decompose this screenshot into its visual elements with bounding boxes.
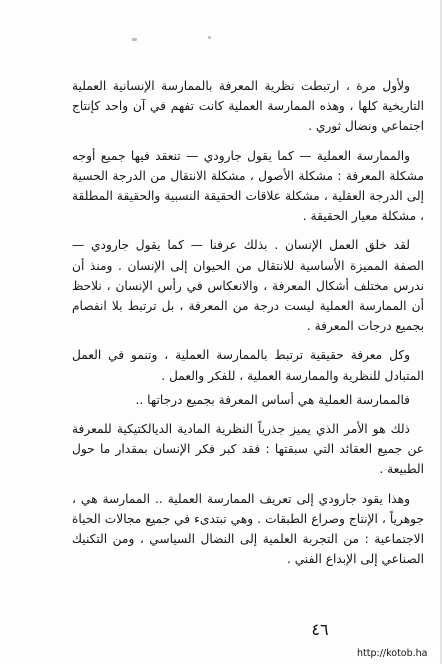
paragraph: ذلك هو الأمر الذي يميز جذرياً النظرية المادية الديالكتيكية للمعرفة عن جميع العقائد التي سبقتها : فقد كبر فكر الإنسان بمقدار ما حول الطبيعة .	[72, 422, 424, 477]
paragraph: وكل معرفة حقيقية ترتبط بالممارسة العملية ، وتنمو في العمل المتبادل للنظرية والممارسة العملية ، للفكر والعمل .	[72, 348, 424, 383]
paragraph: فالممارسة العملية هي أساس المعرفة بجميع درجاتها ..	[135, 392, 410, 407]
source-url-watermark: http://kotob.ha	[354, 646, 442, 662]
page-number: ٤٦	[311, 620, 329, 639]
paragraph: وهذا يقود جارودي إلى تعريف الممارسة العملية .. الممارسة هي ، جوهرياً ، الإنتاج وصراع الطبقات . وهي تبتدىء في جميع مجالات الحياة الاجتماعية : من التجربة العلمية إلى النضال السياسي ، ومن التكنيك الصناعي إلى الإبداع الفني .	[72, 491, 424, 567]
body-text	[72, 76, 424, 578]
paragraph: ولأول مرة ، ارتبطت نظرية المعرفة بالممارسة الإنسانية العملية التاريخية كلها ، وهذه الممارسة العملية كانت تفهم في آن واحد كإنتاج اجتماعي ونضال ثوري .	[72, 79, 424, 134]
paragraph: والممارسة العملية — كما يقول جارودي — تنعقد فيها جميع أوجه مشكلة المعرفة : مشكلة الأصول ، مشكلة الانتقال من الدرجة الحسية إلى الدرجة العقلية ، مشكلة علاقات الحقيقة النسبية والحقيقة المطلقة ، مشكلة معيار الحقيقة .	[72, 148, 424, 224]
paragraph: لقد خلق العمل الإنسان . بذلك عرفنا — كما يقول جارودي — الصفة المميزة الأساسية للانتقال من الحيوان إلى الإنسان . ومنذ أن ندرس مختلف أشكال المعرفة ، والانعكاس في رأس الإنسان ، نلاحظ أن الممارسة العملية ليست درجة من المعرفة ، بل ترتبط بلا انفصام بجميع درجات المعرفة .	[72, 238, 424, 334]
scan-speck	[132, 38, 137, 41]
scan-speck	[208, 36, 211, 39]
